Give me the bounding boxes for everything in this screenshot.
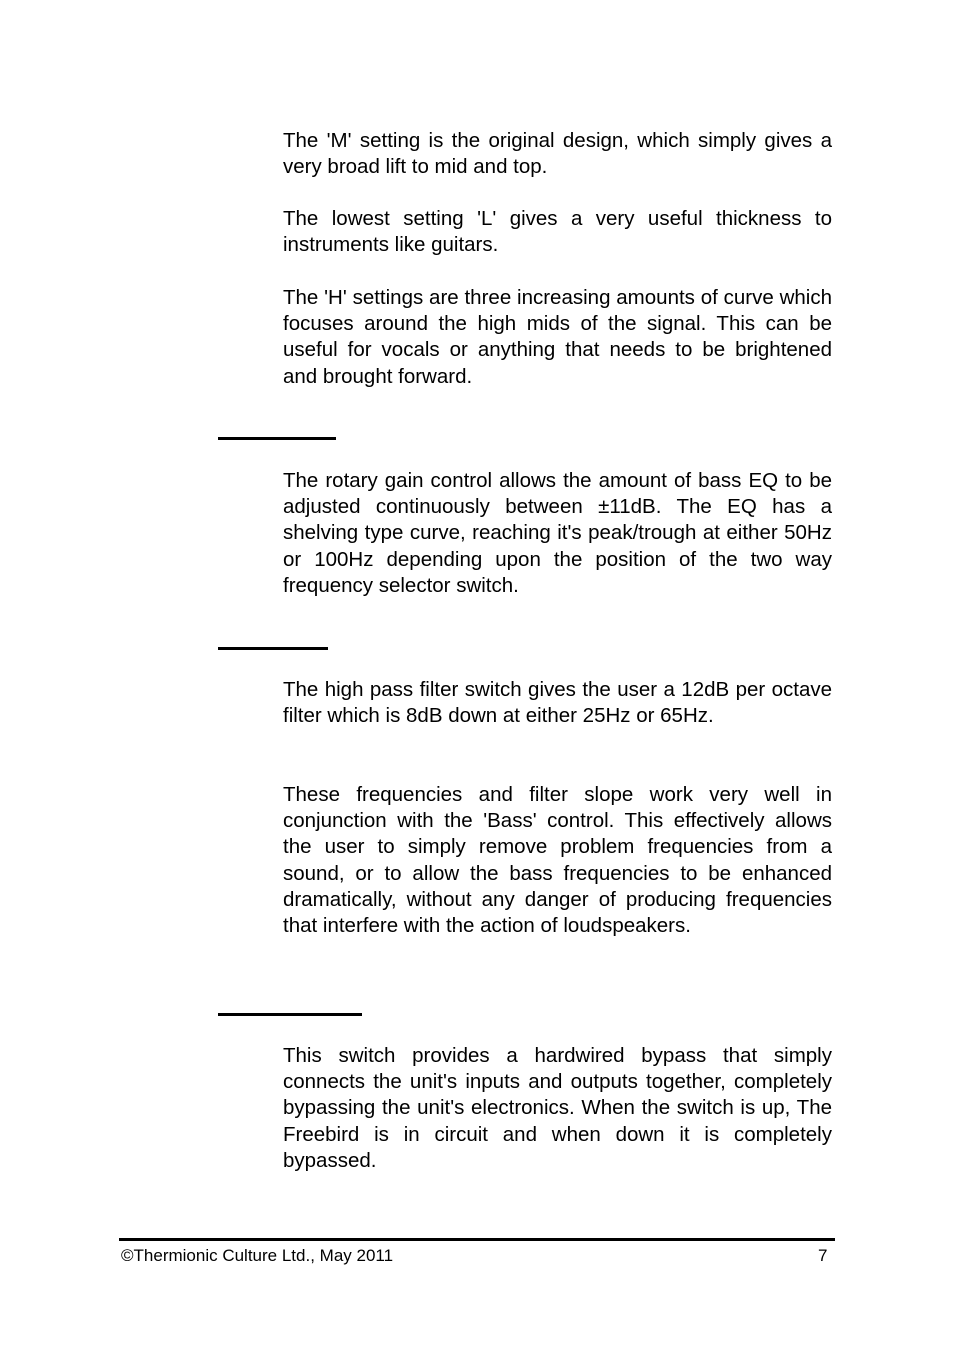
paragraph-m-setting: The 'M' setting is the original design, which simply gives a very broad lift to mid and top.	[283, 129, 832, 179]
page-number: 7	[818, 1246, 828, 1265]
footer-copyright: ©Thermionic Culture Ltd., May 2011	[121, 1246, 394, 1265]
paragraph-h-settings: The 'H' settings are three increasing amounts of curve which focuses around the high mids of the signal. This can be useful for vocals or anything that needs to be brightened and brought forward.	[283, 286, 832, 388]
paragraph-filter-slope: These frequencies and filter slope work very well in conjunction with the 'Bass' control. This effectively allows the user to simply remove problem frequencies from a sound, or to allow the bass frequencies to be enhanced dramatically, without any danger of producing frequencies that interfere with the action of loudspeakers.	[283, 783, 832, 938]
paragraph-high-pass-filter: The high pass filter switch gives the user a 12dB per octave filter which is 8dB down at either 25Hz or 65Hz.	[283, 678, 832, 728]
paragraph-bass-control: The rotary gain control allows the amount of bass EQ to be adjusted continuously between ±11dB. The EQ has a shelving type curve, reaching it's peak/trough at either 50Hz or 100Hz depending upon the position of the two way frequency selector switch.	[283, 469, 832, 597]
section-heading-underline-filter	[218, 647, 328, 650]
paragraph-l-setting: The lowest setting 'L' gives a very useful thickness to instruments like guitars.	[283, 207, 832, 257]
section-heading-underline-bass	[218, 437, 336, 440]
footer-divider	[119, 1238, 835, 1241]
section-heading-underline-bypass	[218, 1013, 362, 1016]
paragraph-bypass-switch: This switch provides a hardwired bypass that simply connects the unit's inputs and outputs together, completely bypassing the unit's electronics. When the switch is up, The Freebird is in circuit and when down it is completely bypassed.	[283, 1044, 832, 1172]
